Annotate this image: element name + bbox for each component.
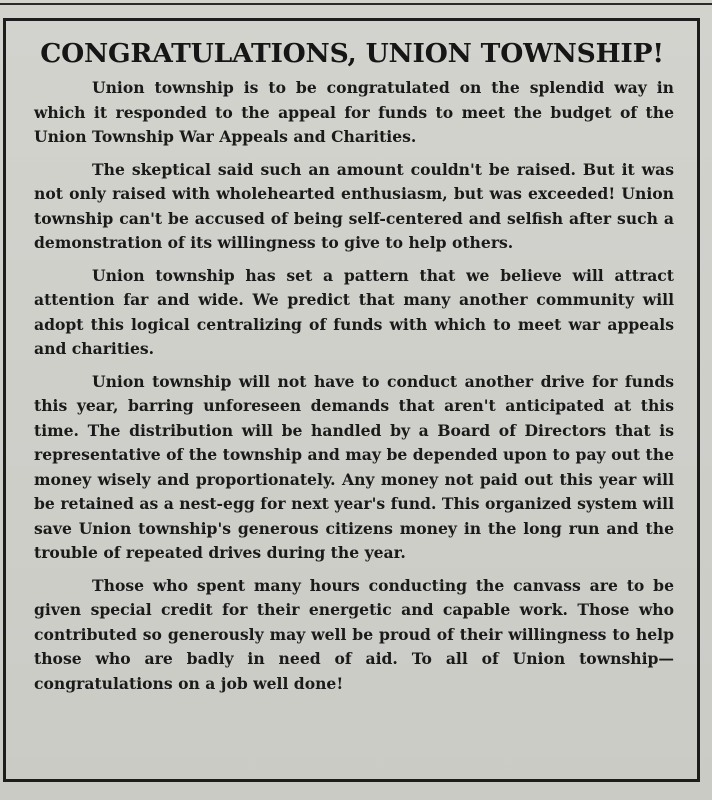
paragraph: Those who spent many hours conducting the canvass are to be given special credit for their energetic and capable work. Those who contributed so generously may well be proud of their willingness to help those who are badly in need of aid. To all of Union township—congratulations on a job well done! [34,575,674,693]
column-rule [0,3,712,5]
editorial-box [3,18,700,782]
article-body [34,76,674,696]
paragraph: Union township has set a pattern that we believe will attract attention far and wide. We predict that many another community will adopt this logical centralizing of funds with which to meet war appeals and charities. [34,265,674,358]
headline: CONGRATULATIONS, UNION TOWNSHIP! [40,38,664,69]
paragraph: Union township will not have to conduct another drive for funds this year, barring unforeseen demands that aren't anticipated at this time. The distribution will be handled by a Board of Directors that is representative of the township and may be depended upon to pay out the money wisely and proportionately. Any money not paid out this year will be retained as a nest-egg for next year's fund. This organized system will save Union township's generous citizens money in the long run and the trouble of repeated drives during the year. [34,371,674,562]
paragraph: Union township is to be congratulated on the splendid way in which it responded to the appeal for funds to meet the budget of the Union Township War Appeals and Charities. [34,78,674,146]
paragraph: The skeptical said such an amount couldn't be raised. But it was not only raised with wholehearted enthusiasm, but was exceeded! Union township can't be accused of being self-centered and selfish after such a demonstration of its willingness to give to help others. [34,159,674,252]
